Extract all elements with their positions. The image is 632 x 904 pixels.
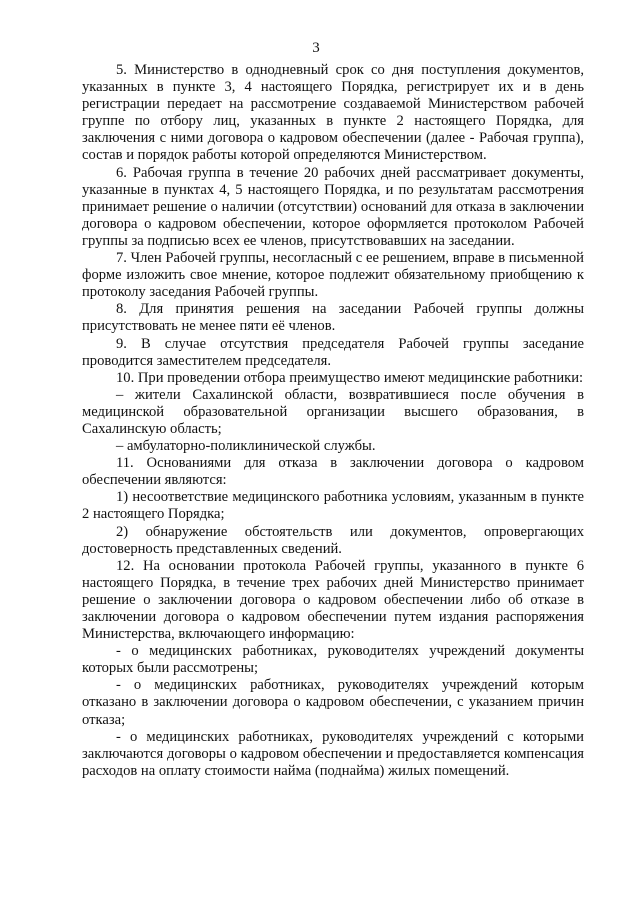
list-item: - о медицинских работниках, руководителях учреждений с которыми заключаются договоры о кадровом обеспечении и предоставляется компенсация расходов на оплату стоимости найма (поднайма) жилых помещений.: [82, 728, 584, 779]
list-item: – жители Сахалинской области, возвратившиеся после обучения в медицинской образовательной организации высшего образования, в Сахалинскую область;: [82, 386, 584, 437]
list-item: 2) обнаружение обстоятельств или документов, опровергающих достоверность представленных сведений.: [82, 523, 584, 557]
list-item: - о медицинских работниках, руководителях учреждений которым отказано в заключении договора о кадровом обеспечении, с указанием причин отказа;: [82, 677, 584, 728]
list-item: 1) несоответствие медицинского работника условиям, указанным в пункте 2 настоящего Порядка;: [82, 489, 584, 523]
paragraph-10: 10. При проведении отбора преимущество имеют медицинские работники:: [116, 369, 584, 386]
paragraph-8: 8. Для принятия решения на заседании Рабочей группы должны присутствовать не менее пяти её членов.: [82, 301, 584, 335]
paragraph-7: 7. Член Рабочей группы, несогласный с ее решением, вправе в письменной форме изложить свое мнение, которое подлежит обязательному приобщению к протоколу заседания Рабочей группы.: [82, 250, 584, 301]
paragraph-11: 11. Основаниями для отказа в заключении договора о кадровом обеспечении являются:: [82, 455, 584, 489]
document-body: [82, 62, 584, 780]
paragraph-6: 6. Рабочая группа в течение 20 рабочих дней рассматривает документы, указанные в пунктах 4, 5 настоящего Порядка, и по результатам рассмотрения принимает решение о наличии (отсутствии) оснований для отказа в заключении договора о кадровом обеспечении, которое оформляется протоколом Рабочей группы за подписью всех ее членов, присутствовавших на заседании.: [82, 164, 584, 249]
paragraph-12: 12. На основании протокола Рабочей группы, указанного в пункте 6 настоящего Порядка, в течение трех рабочих дней Министерство принимает решение о заключении договора о кадровом обеспечении либо об отказе в заключении договора о кадровом обеспечении путем издания распоряжения Министерства, включающего информацию:: [82, 557, 584, 643]
page-number: 3: [312, 40, 320, 56]
list-item: – амбулаторно-поликлинической службы.: [116, 438, 376, 455]
list-item: - о медицинских работниках, руководителях учреждений документы которых были рассмотрены;: [82, 643, 584, 677]
paragraph-9: 9. В случае отсутствия председателя Рабочей группы заседание проводится заместителем председателя.: [82, 335, 584, 369]
paragraph-5: 5. Министерство в однодневный срок со дня поступления документов, указанных в пункте 3, 4 настоящего Порядка, регистрирует их и в день регистрации передает на рассмотрение создаваемой Министерством рабочей группе по отбору лиц, указанных в пункте 2 настоящего Порядка, для заключения с ними договора о кадровом обеспечении (далее - Рабочая группа), состав и порядок работы которой определяются Министерством.: [82, 62, 584, 164]
